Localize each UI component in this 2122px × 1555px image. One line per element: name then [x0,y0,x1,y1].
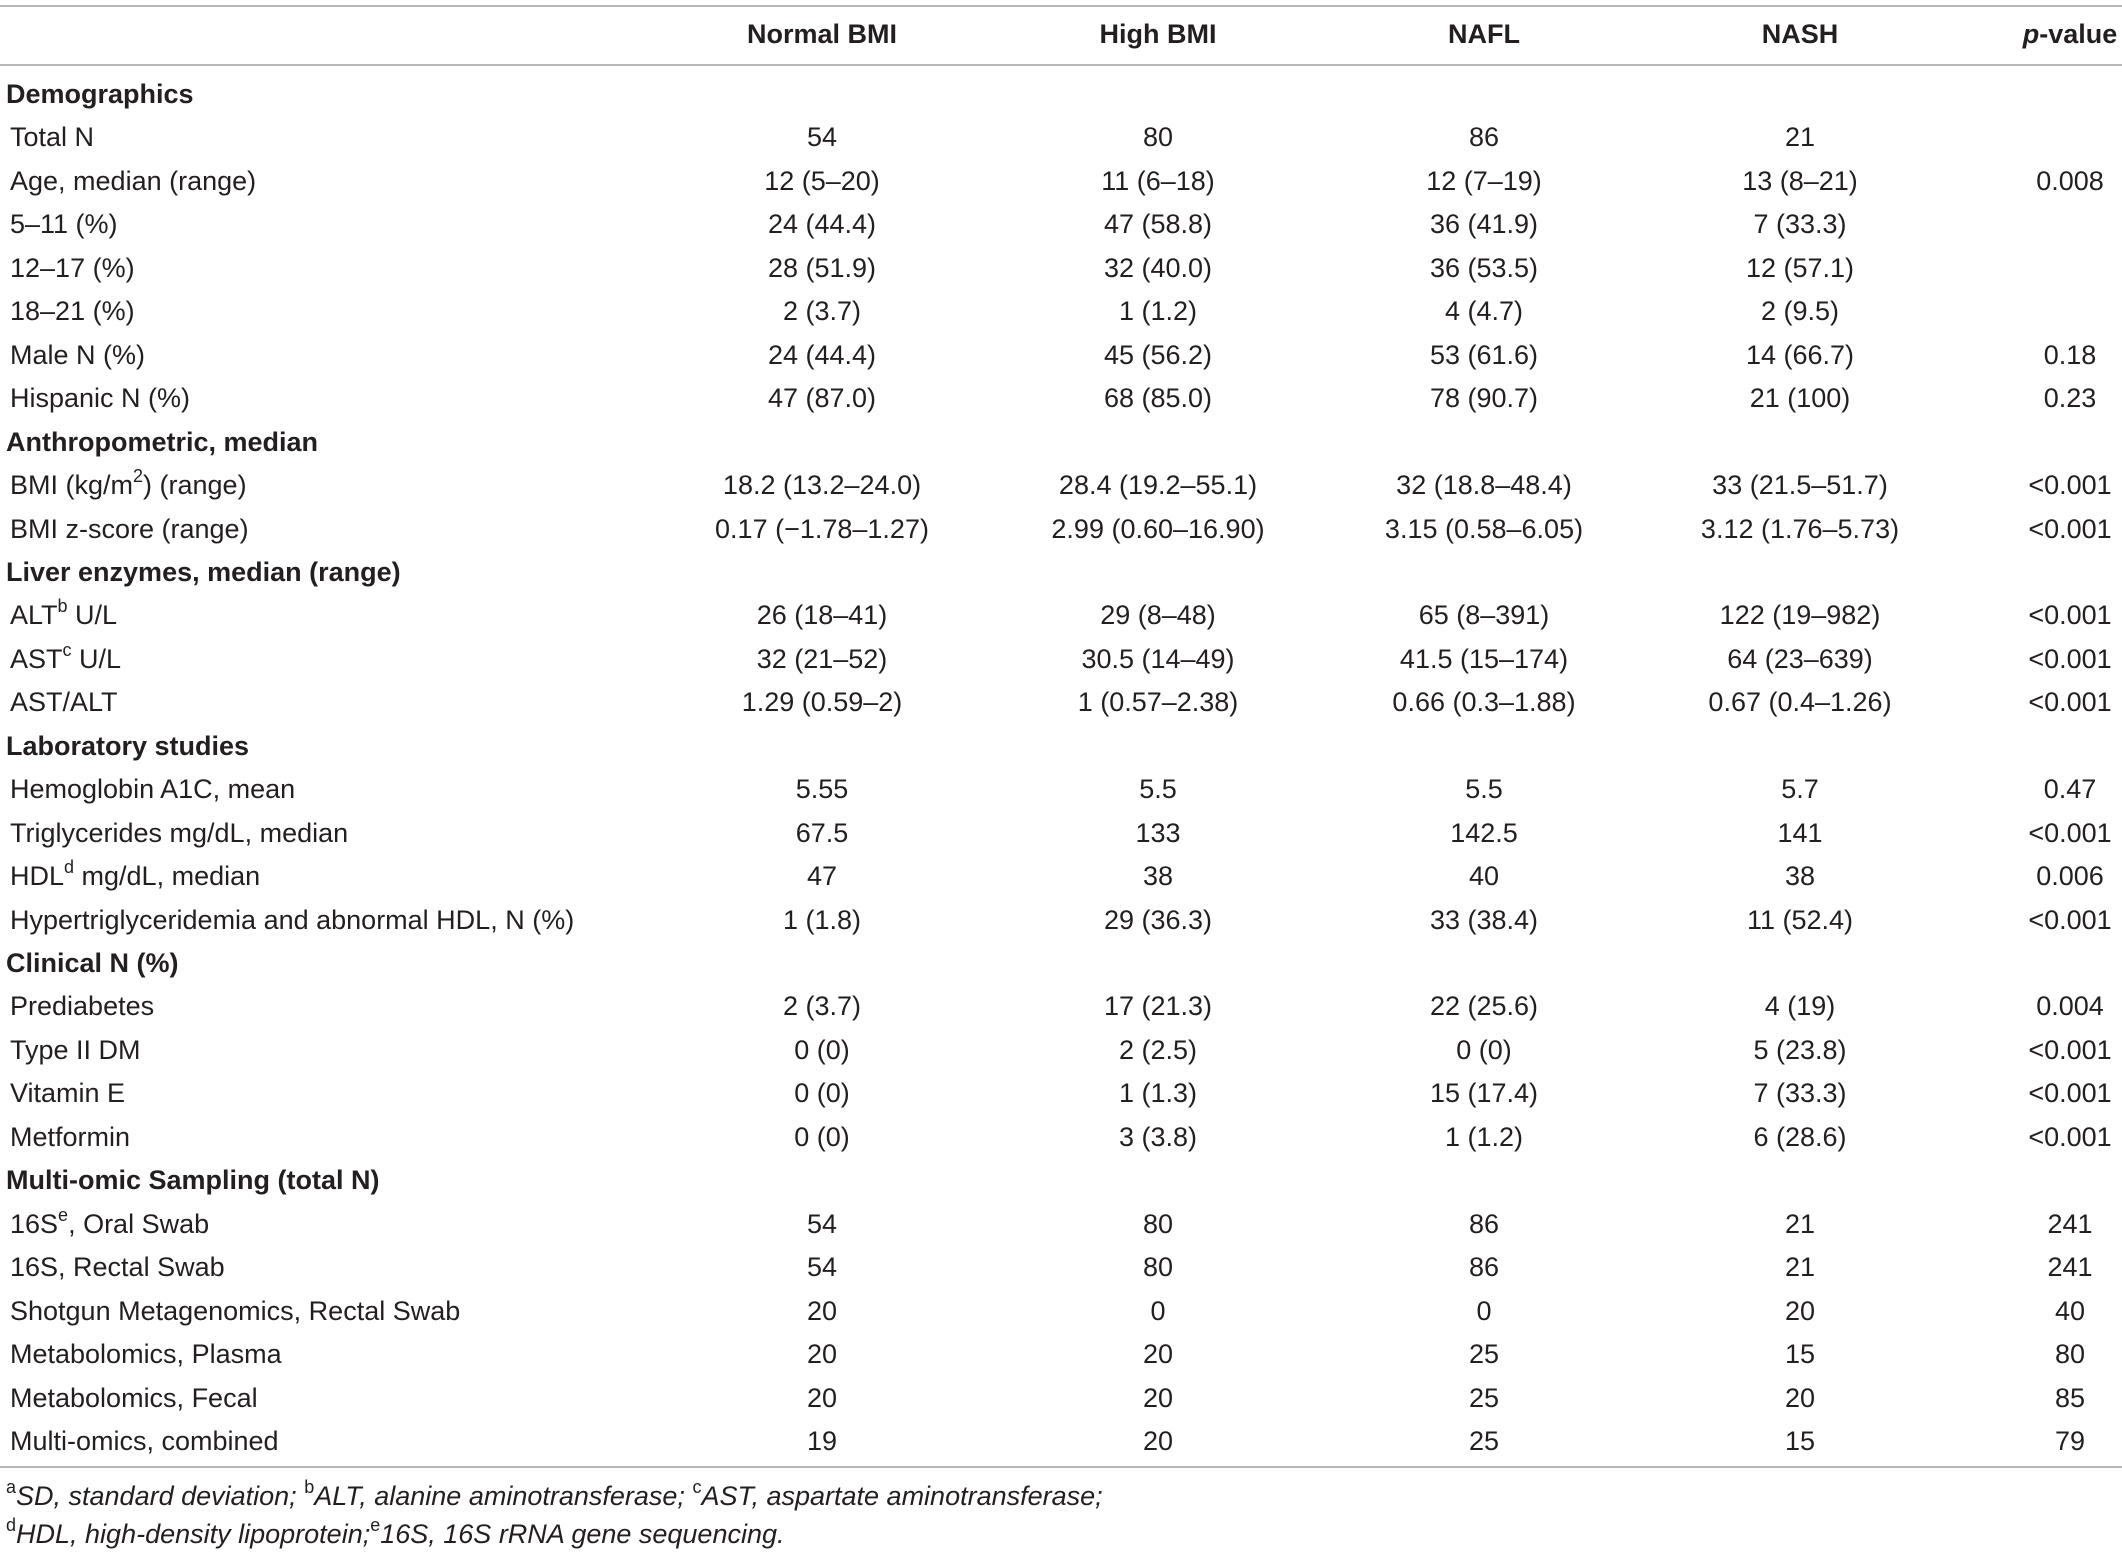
row-label [10,593,117,637]
row-label-text: ) (range) [143,470,247,501]
table-cell: 3.15 (0.58–6.05) [1384,513,1584,544]
column-header: Normal BMI [746,19,898,49]
table-cell: 45 (56.2) [1103,339,1213,370]
row-label-superscript: 2 [133,466,144,487]
table-cell: 65 (8–391) [1418,600,1550,631]
row-label: Metabolomics, Fecal [10,1382,258,1413]
row-label: 18–21 (%) [10,296,135,327]
table-cell: 67.5 [795,817,849,848]
row-label: Age, median (range) [10,165,257,196]
table-cell: 12 (57.1) [1745,252,1855,283]
section-header-row [0,724,2122,768]
table-row [0,811,2122,855]
table-cell: 0 [1476,1295,1492,1326]
footnote-marker: a [6,1477,17,1497]
table-cell: 122 (19–982) [1719,600,1881,631]
table-cell: 32 (18.8–48.4) [1396,470,1572,501]
table-cell: 0 (0) [794,1121,850,1152]
table-cell: 54 [806,122,838,153]
table-row [0,898,2122,942]
table-row [0,376,2122,420]
table-cell: 33 (38.4) [1429,904,1539,935]
table-row [0,246,2122,290]
table-row [0,854,2122,898]
row-label: BMI z-score (range) [10,513,249,544]
pvalue-cell: 0.004 [2036,991,2104,1022]
row-label-text: U/L [71,643,122,674]
table-cell: 3.12 (1.76–5.73) [1700,513,1900,544]
table-cell: 5 (23.8) [1753,1034,1847,1065]
table-cell: 29 (8–48) [1100,600,1216,631]
table-cell: 19 [806,1425,838,1456]
table-cell: 0.66 (0.3–1.88) [1392,687,1576,718]
table-cell: 2 (3.7) [782,991,862,1022]
table-row [0,289,2122,333]
row-label: Prediabetes [10,991,155,1022]
pvalue-cell: 40 [2054,1295,2086,1326]
table-cell: 64 (23–639) [1727,643,1873,674]
table-cell: 32 (40.0) [1103,252,1213,283]
table-cell: 15 [1784,1339,1816,1370]
table-cell: 20 [806,1382,838,1413]
table-cell: 25 [1468,1382,1500,1413]
row-label-text: BMI (kg/m [10,470,134,501]
row-label: Hemoglobin A1C, mean [10,774,296,805]
table-cell: 80 [1142,122,1174,153]
footnote-marker: e [370,1515,381,1535]
pvalue-cell: 0.18 [2043,339,2097,370]
section-header-row [0,420,2122,464]
row-label [10,463,247,507]
footnote-marker: b [304,1477,315,1497]
row-label-text: HDL [10,861,65,892]
pvalue-column-header [2023,12,2118,56]
pvalue-cell: <0.001 [2028,904,2112,935]
table-cell: 11 (52.4) [1746,904,1854,935]
table-cell: 142.5 [1450,817,1518,848]
pvalue-cell: 0.47 [2043,774,2097,805]
pvalue-cell: <0.001 [2028,600,2112,631]
table-cell: 0.67 (0.4–1.26) [1708,687,1892,718]
table-cell: 22 (25.6) [1429,991,1539,1022]
footnote-line-2 [6,1516,785,1552]
table-row [0,984,2122,1028]
footnote-text: 16S, 16S rRNA gene sequencing. [380,1519,785,1549]
table-cell: 29 (36.3) [1103,904,1213,935]
pvalue-cell: <0.001 [2028,643,2112,674]
table-row [0,333,2122,377]
table-cell: 17 (21.3) [1103,991,1213,1022]
row-label-text: , Oral Swab [68,1208,210,1239]
row-label: AST/ALT [10,687,118,718]
footnote-marker: c [692,1477,702,1497]
table-row [0,1289,2122,1333]
table-cell: 40 [1468,861,1500,892]
row-label: 12–17 (%) [10,252,135,283]
table-cell: 36 (53.5) [1429,252,1539,283]
row-label: Hypertriglyceridemia and abnormal HDL, N (%) [10,904,575,935]
table-cell: 1 (1.8) [782,904,862,935]
section-header-row [0,550,2122,594]
table-cell: 33 (21.5–51.7) [1712,470,1888,501]
pvalue-cell: 241 [2047,1208,2093,1239]
section-header-row [0,1158,2122,1202]
table-row [0,1245,2122,1289]
row-label-text: U/L [67,600,118,631]
table-cell: 32 (21–52) [756,643,888,674]
pvalue-cell: <0.001 [2028,470,2112,501]
table-cell: 11 (6–18) [1101,165,1215,196]
table-cell: 21 [1784,1208,1816,1239]
section-title: Demographics [6,79,194,109]
table-cell: 1.29 (0.59–2) [741,687,903,718]
table-row [0,159,2122,203]
table-row [0,593,2122,637]
pvalue-cell: 85 [2054,1382,2086,1413]
table-cell: 2 (3.7) [782,296,862,327]
footnote-text: SD, standard deviation; [16,1481,305,1511]
row-label: Hispanic N (%) [10,383,191,414]
table-cell: 5.5 [1139,774,1177,805]
column-header: NASH [1761,19,1839,49]
table-cell: 0 (0) [794,1078,850,1109]
table-cell: 1 (1.2) [1444,1121,1524,1152]
table-cell: 2 (9.5) [1760,296,1840,327]
section-title: Clinical N (%) [6,948,179,978]
table-cell: 20 [806,1295,838,1326]
table-row [0,1202,2122,1246]
pvalue-cell: <0.001 [2028,1078,2112,1109]
pvalue-cell: <0.001 [2028,687,2112,718]
table-cell: 7 (33.3) [1753,1078,1847,1109]
table-cell: 18.2 (13.2–24.0) [722,470,922,501]
table-row [0,1028,2122,1072]
footnote-marker: d [6,1515,17,1535]
table-cell: 28.4 (19.2–55.1) [1058,470,1258,501]
row-label: 5–11 (%) [10,209,118,240]
table-cell: 5.5 [1465,774,1503,805]
table-cell: 1 (0.57–2.38) [1077,687,1239,718]
table-cell: 2 (2.5) [1118,1034,1198,1065]
row-label: Multi-omics, combined [10,1425,279,1456]
table-cell: 0 (0) [794,1034,850,1065]
table-cell: 47 (58.8) [1103,209,1213,240]
table-cell: 0 [1150,1295,1166,1326]
row-label-text: AST [10,643,63,674]
table-cell: 24 (44.4) [767,339,877,370]
table-cell: 20 [1784,1382,1816,1413]
table-cell: 21 [1784,122,1816,153]
table-header-rule [0,64,2122,66]
row-label: Type II DM [10,1034,141,1065]
section-title: Laboratory studies [6,730,250,761]
table-cell: 21 [1784,1252,1816,1283]
pvalue-cell: <0.001 [2028,1034,2112,1065]
table-cell: 0.17 (−1.78–1.27) [715,513,929,544]
table-cell: 24 (44.4) [767,209,877,240]
table-cell: 80 [1142,1252,1174,1283]
footnote-text: AST, aspartate aminotransferase; [701,1481,1103,1511]
row-label: Male N (%) [10,339,146,370]
table-row [0,507,2122,551]
pvalue-cell: 0.006 [2036,861,2104,892]
row-label-superscript: d [64,857,75,878]
table-cell: 1 (1.3) [1118,1078,1198,1109]
section-header-row [0,941,2122,985]
row-label-superscript: b [57,596,68,617]
table-row [0,115,2122,159]
section-title: Liver enzymes, median (range) [6,556,401,587]
row-label [10,854,260,898]
table-cell: 5.55 [795,774,849,805]
pvalue-cell: 80 [2054,1339,2086,1370]
footnote-text: ALT, alanine aminotransferase; [314,1481,693,1511]
table-row [0,202,2122,246]
table-cell: 53 (61.6) [1429,339,1539,370]
table-row [0,1071,2122,1115]
table-row [0,1376,2122,1420]
table-cell: 3 (3.8) [1118,1121,1198,1152]
pvalue-cell: <0.001 [2028,513,2112,544]
pvalue-cell: 241 [2047,1252,2093,1283]
pvalue-cell: <0.001 [2028,1121,2112,1152]
row-label: Metformin [10,1121,131,1152]
column-header: High BMI [1099,19,1217,49]
row-label-text: 16S [10,1208,59,1239]
table-cell: 86 [1468,1252,1500,1283]
table-cell: 47 (87.0) [767,383,877,414]
table-cell: 5.7 [1781,774,1819,805]
row-label: Shotgun Metagenomics, Rectal Swab [10,1295,461,1326]
table-cell: 4 (4.7) [1444,296,1524,327]
row-label-text: mg/dL, median [74,861,261,892]
section-title: Multi-omic Sampling (total N) [6,1165,380,1196]
row-label [10,637,121,681]
row-label: Total N [10,122,95,153]
row-label: Metabolomics, Plasma [10,1339,282,1370]
table-cell: 20 [1142,1425,1174,1456]
section-title: Anthropometric, median [6,426,319,457]
row-label: Vitamin E [10,1078,126,1109]
row-label-superscript: e [58,1204,69,1225]
table-cell: 28 (51.9) [767,252,877,283]
table-cell: 6 (28.6) [1753,1121,1847,1152]
table-cell: 14 (66.7) [1745,339,1855,370]
table-cell: 15 [1784,1425,1816,1456]
table-row [0,463,2122,507]
table-cell: 25 [1468,1339,1500,1370]
table-cell: 54 [806,1252,838,1283]
table-cell: 15 (17.4) [1429,1078,1539,1109]
table-cell: 30.5 (14–49) [1081,643,1235,674]
table-cell: 80 [1142,1208,1174,1239]
table-cell: 86 [1468,1208,1500,1239]
table-cell: 20 [1142,1339,1174,1370]
section-header-row [0,72,2122,116]
table-cell: 38 [1784,861,1816,892]
footnote-text: HDL, high-density lipoprotein; [16,1519,371,1549]
table-top-rule [0,5,2122,7]
table-cell: 7 (33.3) [1753,209,1847,240]
table-row [0,1115,2122,1159]
table-row [0,1332,2122,1376]
pvalue-cell: 0.008 [2036,165,2104,196]
pvalue-cell: <0.001 [2028,817,2112,848]
row-label [10,1202,209,1246]
pvalue-cell: 0.23 [2043,383,2097,414]
table-cell: 47 [806,861,838,892]
table-cell: 20 [1142,1382,1174,1413]
table-cell: 36 (41.9) [1429,209,1539,240]
pvalue-suffix: -value [2039,19,2118,49]
table-cell: 13 (8–21) [1742,165,1858,196]
table-cell: 4 (19) [1764,991,1836,1022]
table-cell: 20 [806,1339,838,1370]
table-bottom-rule [0,1466,2122,1468]
pvalue-italic-p: p [2022,19,2040,49]
footnote-line-1 [6,1478,1103,1514]
table-row [0,637,2122,681]
table-row [0,1419,2122,1463]
table-cell: 38 [1142,861,1174,892]
table-cell: 12 (5–20) [764,165,880,196]
row-label: Triglycerides mg/dL, median [10,817,349,848]
pvalue-cell: 79 [2054,1425,2086,1456]
table-row [0,767,2122,811]
table-cell: 86 [1468,122,1500,153]
table-cell: 25 [1468,1425,1500,1456]
table-cell: 26 (18–41) [756,600,888,631]
row-label-superscript: c [62,639,72,660]
row-label-text: ALT [10,600,58,631]
table-cell: 68 (85.0) [1103,383,1213,414]
column-header: NAFL [1448,19,1520,49]
table-cell: 141 [1777,817,1823,848]
table-cell: 21 (100) [1749,383,1851,414]
table-header-row [0,12,2122,56]
row-label: 16S, Rectal Swab [10,1252,225,1283]
table-cell: 133 [1135,817,1181,848]
table-cell: 78 (90.7) [1429,383,1539,414]
table-cell: 1 (1.2) [1118,296,1198,327]
table-cell: 0 (0) [1456,1034,1512,1065]
table-cell: 12 (7–19) [1426,165,1542,196]
table-cell: 2.99 (0.60–16.90) [1051,513,1265,544]
table-row [0,680,2122,724]
table-cell: 20 [1784,1295,1816,1326]
table-cell: 54 [806,1208,838,1239]
table-cell: 41.5 (15–174) [1399,643,1569,674]
